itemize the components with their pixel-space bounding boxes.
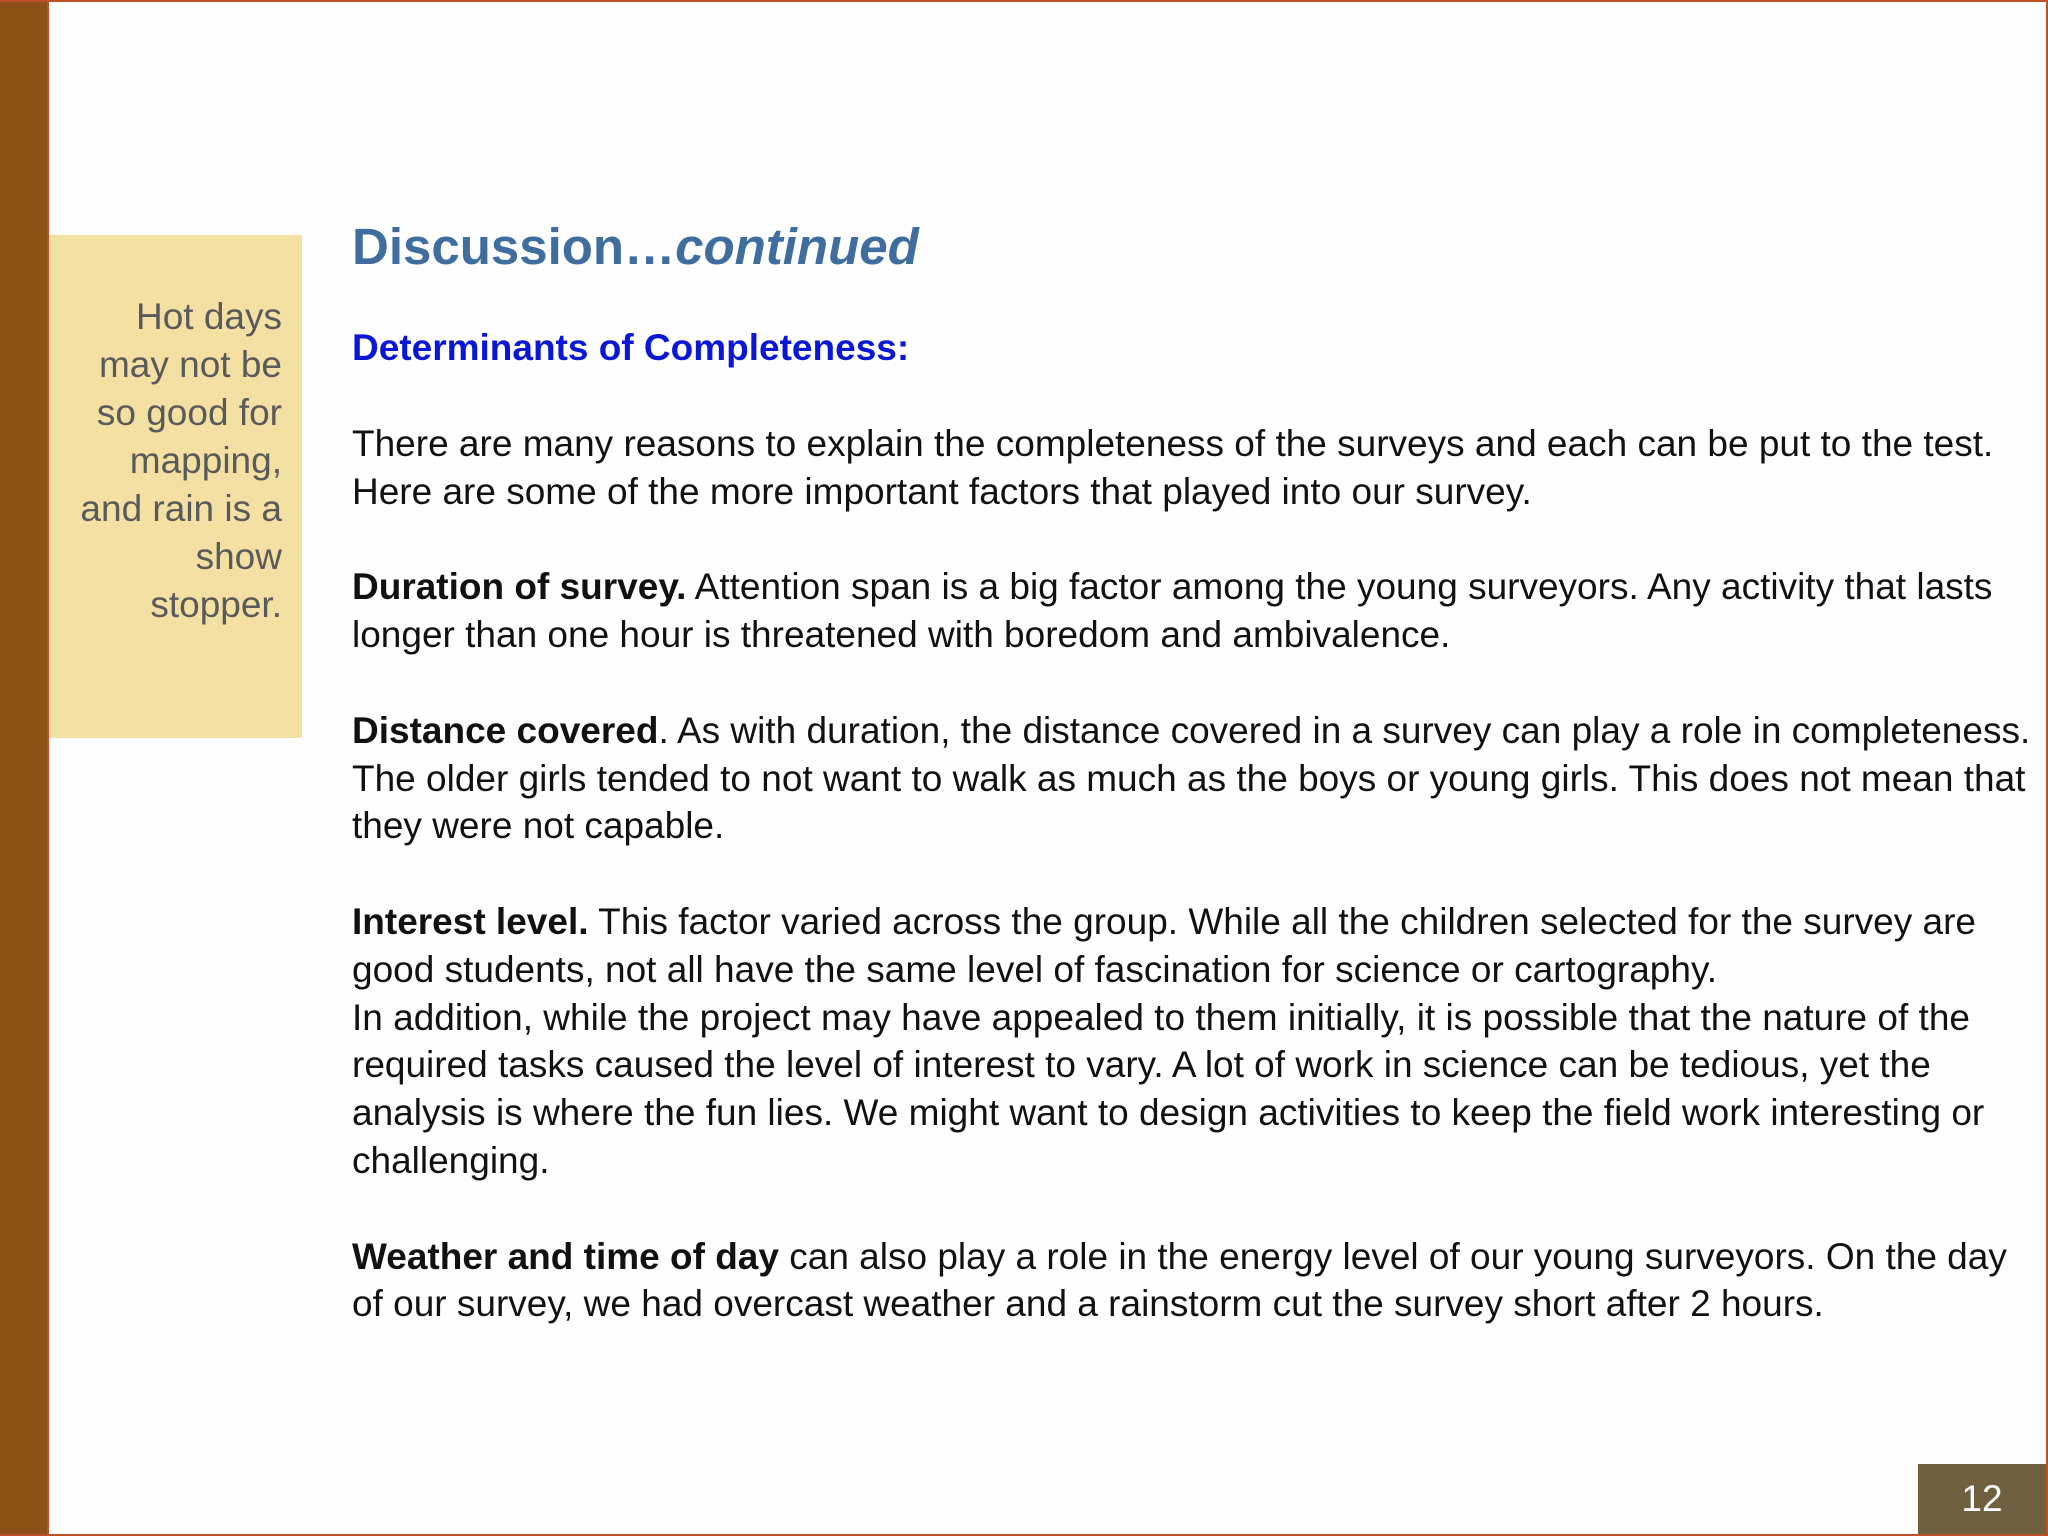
factor-distance-text: . As with duration, the distance covered in a survey can play a role in completeness. The older girls tended to not want to walk as much as the boys or young girls. This does not mean that they were not capable. — [352, 709, 2031, 847]
factor-interest-paragraph — [352, 898, 2042, 1185]
factor-interest-continuation: In addition, while the project may have appealed to them initially, it is possible that the nature of the required tasks caused the level of interest to vary. A lot of work in science can be tedious, yet the analysis is where the fun lies. We might want to design activities to keep the field work interesting or challenging. — [352, 996, 1985, 1181]
page-number-badge — [1918, 1464, 2046, 1534]
page-number: 12 — [1961, 1478, 2003, 1519]
factor-distance-paragraph — [352, 707, 2042, 850]
factor-distance-lead: Distance covered — [352, 709, 659, 751]
factor-weather-lead: Weather and time of day — [352, 1235, 779, 1277]
factor-duration-paragraph — [352, 563, 2042, 659]
section-subheading: Determinants of Completeness: — [352, 327, 910, 368]
page-title — [352, 217, 919, 277]
sidebar-note-box — [49, 235, 302, 738]
left-accent-bar — [0, 2, 49, 1536]
factor-weather-text: can also play a role in the energy level of our young surveyors. On the day of our survey, we had overcast weather and a rainstorm cut the survey short after 2 hours. — [352, 1235, 2007, 1325]
factor-interest-text: This factor varied across the group. While all the children selected for the survey are good students, not all have the same level of fascination for science or cartography. — [352, 900, 1976, 990]
factor-duration-text: Attention span is a big factor among the young surveyors. Any activity that lasts longer than one hour is threatened with boredom and ambivalence. — [352, 566, 1993, 656]
factor-weather-paragraph — [352, 1233, 2042, 1329]
factor-duration-lead: Duration of survey. — [352, 566, 687, 608]
title-main: Discussion… — [352, 218, 676, 275]
sidebar-note-text: Hot days may not be so good for mapping, and rain is a show stopper. — [80, 296, 282, 625]
title-continued: continued — [675, 218, 919, 275]
factor-interest-lead: Interest level. — [352, 900, 589, 942]
intro-paragraph: There are many reasons to explain the completeness of the surveys and each can be put to the test. Here are some of the more important factors that played into our survey. — [352, 423, 1994, 512]
body-text — [352, 420, 2042, 1376]
